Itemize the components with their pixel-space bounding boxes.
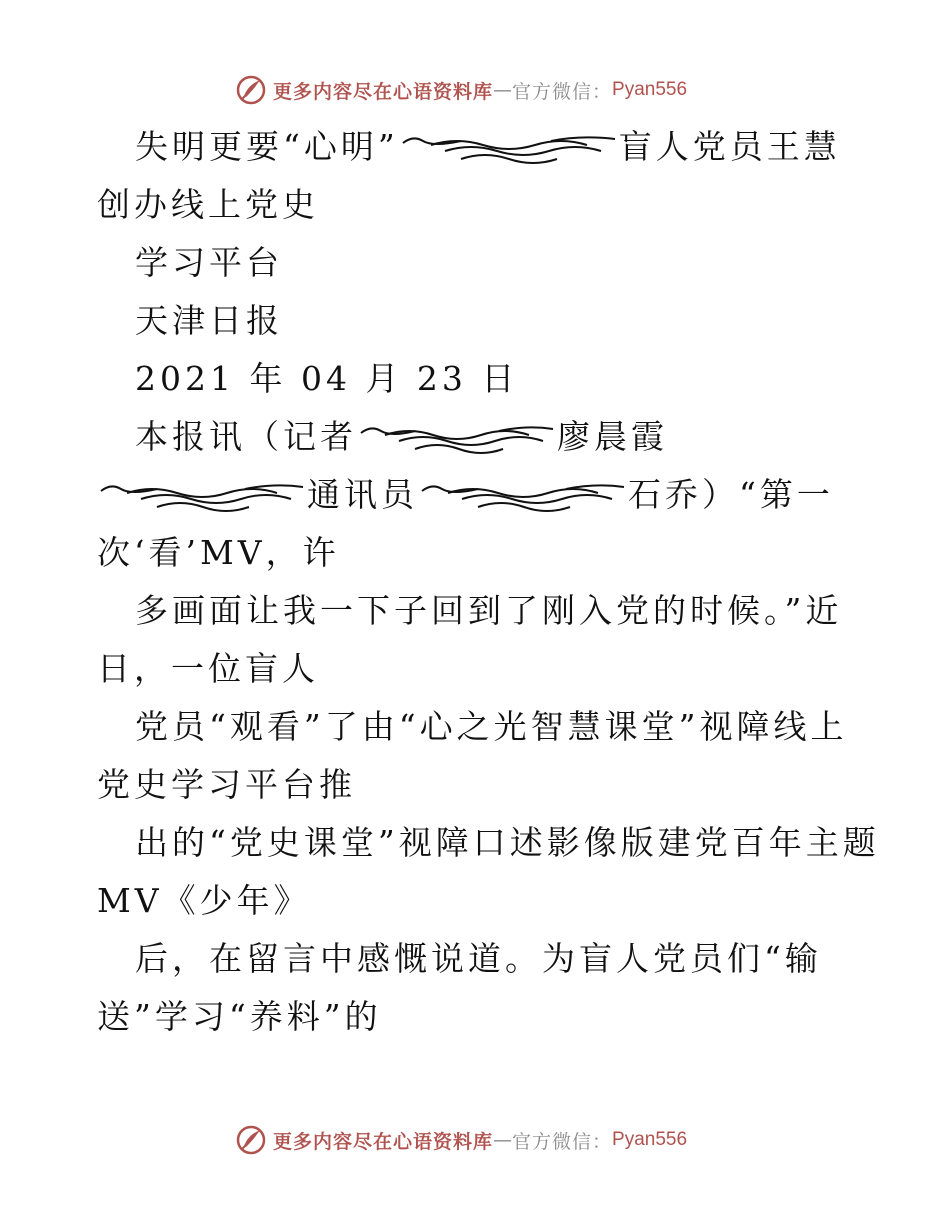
paragraph-1-line-3: 次‘看’MV，许 <box>97 533 340 572</box>
wavy-dash-icon <box>99 477 305 517</box>
paragraph-4-line-1: 出的“党史课堂”视障口述影像版建党百年主题 <box>135 823 880 862</box>
p1-text-b: 廖晨霞 <box>557 417 668 456</box>
article-date: 2021 年 04 月 23 日 <box>135 359 519 398</box>
paragraph-5-line-1: 后，在留言中感慨说道。为盲人党员们“输 <box>135 939 822 978</box>
article-title-line-3: 学习平台 <box>135 243 283 282</box>
watermark-official-label: 官方微信： <box>512 80 613 103</box>
watermark-main-text: 更多内容尽在心语资料库 <box>273 80 494 103</box>
watermark-separator: — <box>493 79 513 101</box>
paragraph-5-line-2: 送”学习“养料”的 <box>97 997 382 1036</box>
watermark-footer <box>235 1122 687 1158</box>
watermark-separator: — <box>493 1129 513 1151</box>
p1-text-d: 石乔）“第一 <box>628 475 834 514</box>
paragraph-2-line-1: 多画面让我一下子回到了刚入党的时候。”近 <box>135 591 843 630</box>
paragraph-3-line-1: 党员“观看”了由“心之光智慧课堂”视障线上 <box>135 707 848 746</box>
wavy-dash-icon <box>420 477 626 517</box>
paragraph-2-line-2: 日，一位盲人 <box>97 649 319 688</box>
article-title-line-2: 创办线上党史 <box>97 185 319 224</box>
p1-text-c: 通讯员 <box>307 475 418 514</box>
watermark-header <box>235 72 687 108</box>
title-text-b: 盲人党员王慧 <box>618 127 841 166</box>
paragraph-1-line-2 <box>97 466 834 524</box>
watermark-wechat-id: Pyan556 <box>612 1129 688 1150</box>
watermark-official-label: 官方微信： <box>512 1130 613 1153</box>
paragraph-3-line-2: 党史学习平台推 <box>97 765 356 804</box>
p1-text-a: 本报讯（记者 <box>135 417 357 456</box>
article-title-line-1 <box>135 118 841 176</box>
wavy-dash-icon <box>359 419 555 459</box>
quill-heart-logo-icon <box>235 74 267 106</box>
watermark-main-text: 更多内容尽在心语资料库 <box>273 1130 494 1153</box>
paragraph-4-line-2: MV《少年》 <box>97 881 311 920</box>
paragraph-1-line-1 <box>135 408 668 466</box>
quill-heart-logo-icon <box>235 1124 267 1156</box>
article-source: 天津日报 <box>135 301 283 340</box>
wavy-dash-icon <box>401 129 617 169</box>
title-text-a: 失明更要“心明” <box>135 127 399 166</box>
watermark-wechat-id: Pyan556 <box>612 79 688 100</box>
